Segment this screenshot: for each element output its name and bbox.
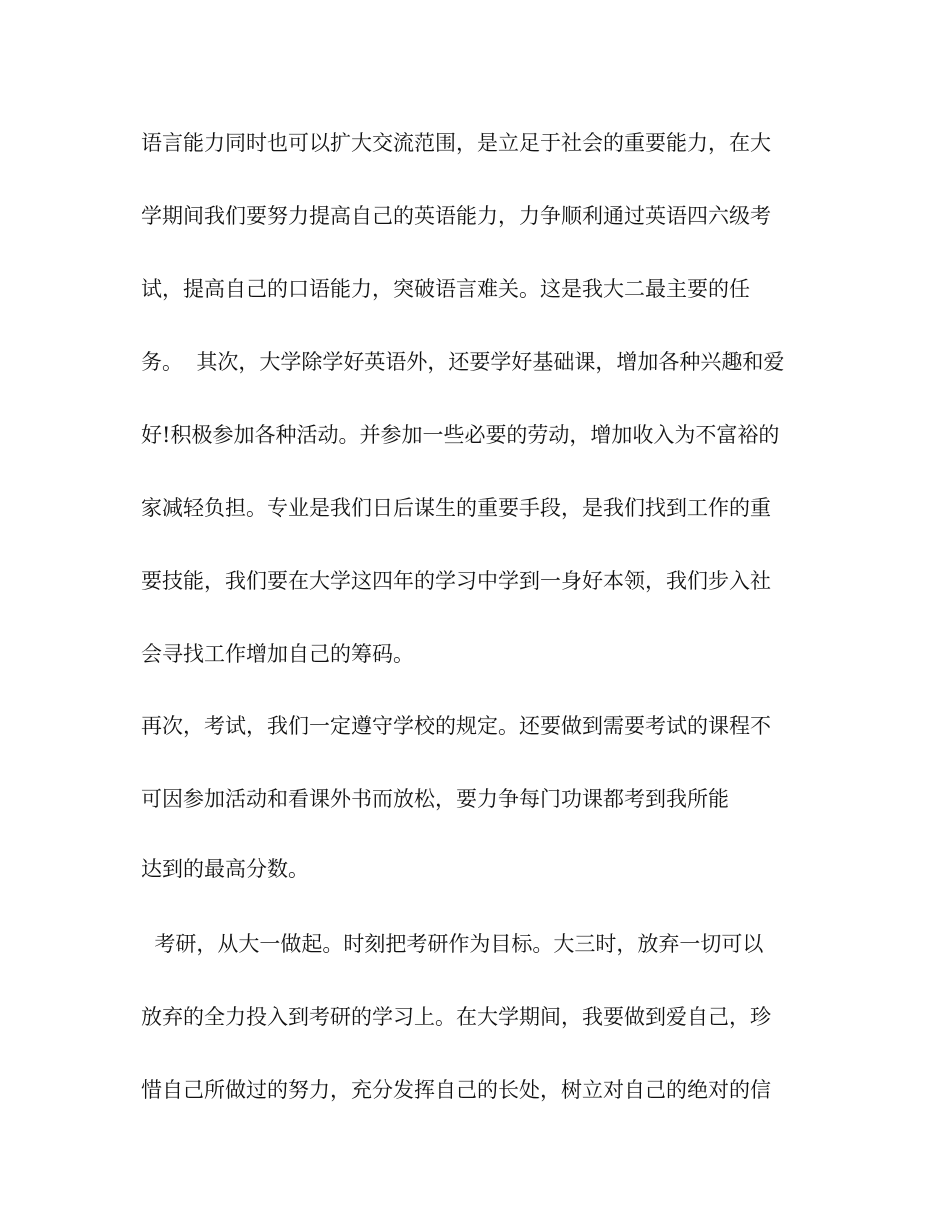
text-line: 好!积极参加各种活动。并参加一些必要的劳动，增加收入为不富裕的	[141, 423, 780, 447]
text-line: 放弃的全力投入到考研的学习上。在大学期间，我要做到爱自己，珍	[141, 1005, 771, 1029]
text-line: 家减轻负担。专业是我们日后谋生的重要手段，是我们找到工作的重	[141, 496, 771, 520]
text-line: 会寻找工作增加自己的筹码。	[141, 642, 414, 666]
text-line: 考研，从大一做起。时刻把考研作为目标。大三时，放弃一切可以	[141, 932, 764, 956]
text-line: 试，提高自己的口语能力，突破语言难关。这是我大二最主要的任	[141, 277, 750, 301]
text-line: 达到的最高分数。	[141, 857, 309, 881]
text-line: 可因参加活动和看课外书而放松，要力争每门功课都考到我所能	[141, 787, 729, 811]
text-line: 务。 其次，大学除学好英语外，还要学好基础课，增加各种兴趣和爱	[141, 350, 785, 374]
text-line: 语言能力同时也可以扩大交流范围，是立足于社会的重要能力，在大	[141, 131, 771, 155]
text-line: 再次，考试，我们一定遵守学校的规定。还要做到需要考试的课程不	[141, 714, 771, 738]
text-line: 学期间我们要努力提高自己的英语能力，力争顺利通过英语四六级考	[141, 204, 771, 228]
text-line: 要技能，我们要在大学这四年的学习中学到一身好本领，我们步入社	[141, 569, 771, 593]
text-line: 惜自己所做过的努力，充分发挥自己的长处，树立对自己的绝对的信	[141, 1078, 771, 1102]
